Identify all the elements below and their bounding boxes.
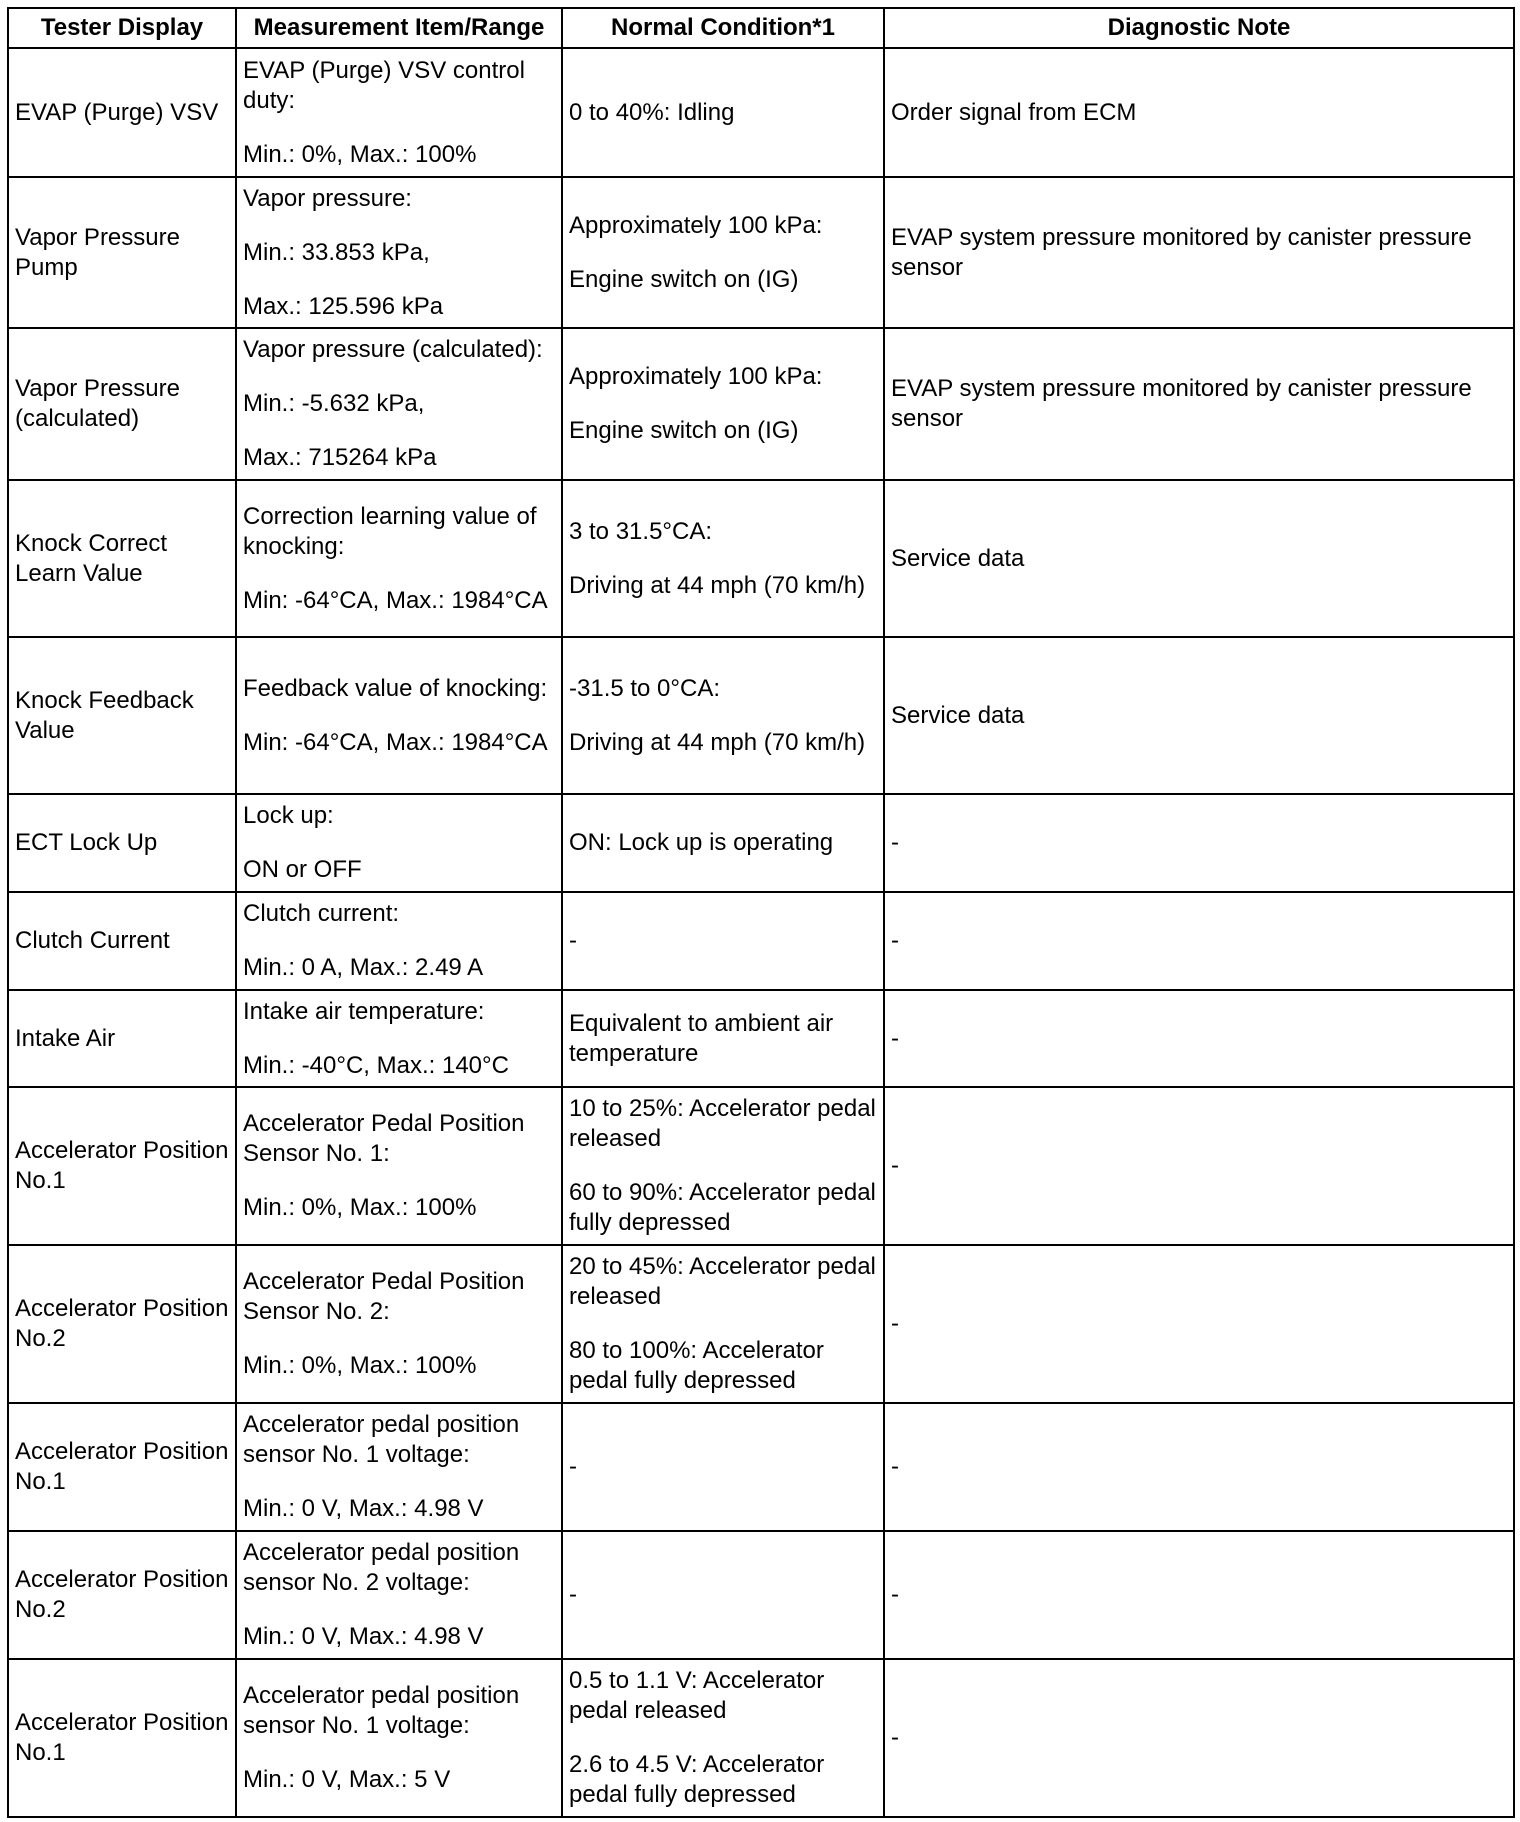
header-measurement: Measurement Item/Range	[236, 8, 562, 48]
measurement-cell: Intake air temperature: Min.: -40°C, Max.: 140°C	[236, 990, 562, 1087]
normal-condition-cell: -	[562, 1531, 884, 1659]
measurement-cell: Correction learning value of knocking: Min: -64°CA, Max.: 1984°CA	[236, 480, 562, 637]
tester-display-cell: Knock Feedback Value	[8, 637, 236, 794]
measurement-cell: EVAP (Purge) VSV control duty: Min.: 0%, Max.: 100%	[236, 48, 562, 177]
table-row	[8, 1087, 1514, 1245]
diagnostic-note-cell: -	[884, 1087, 1514, 1245]
diagnostic-note-cell: -	[884, 990, 1514, 1087]
tester-display-cell: Accelerator Position No.2	[8, 1531, 236, 1659]
measurement-cell: Clutch current: Min.: 0 A, Max.: 2.49 A	[236, 892, 562, 990]
normal-condition-cell: 3 to 31.5°CA: Driving at 44 mph (70 km/h)	[562, 480, 884, 637]
measurement-cell: Accelerator pedal position sensor No. 2 voltage: Min.: 0 V, Max.: 4.98 V	[236, 1531, 562, 1659]
table-row	[8, 1531, 1514, 1659]
tester-display-cell: EVAP (Purge) VSV	[8, 48, 236, 177]
normal-condition-cell: ON: Lock up is operating	[562, 794, 884, 892]
diagnostic-note-cell: -	[884, 1403, 1514, 1531]
header-normal-condition: Normal Condition*1	[562, 8, 884, 48]
diagnostic-note-cell: Service data	[884, 480, 1514, 637]
data-list-table	[7, 7, 1515, 1818]
normal-condition-cell: 0 to 40%: Idling	[562, 48, 884, 177]
table-row	[8, 892, 1514, 990]
measurement-cell: Vapor pressure: Min.: 33.853 kPa, Max.: 125.596 kPa	[236, 177, 562, 328]
tester-display-cell: ECT Lock Up	[8, 794, 236, 892]
normal-condition-cell: Approximately 100 kPa: Engine switch on (IG)	[562, 177, 884, 328]
tester-display-cell: Clutch Current	[8, 892, 236, 990]
tester-display-cell: Accelerator Position No.1	[8, 1087, 236, 1245]
table-row	[8, 328, 1514, 480]
table-row	[8, 1245, 1514, 1403]
normal-condition-cell: -	[562, 1403, 884, 1531]
header-diagnostic-note: Diagnostic Note	[884, 8, 1514, 48]
tester-display-cell: Accelerator Position No.1	[8, 1659, 236, 1817]
diagnostic-note-cell: EVAP system pressure monitored by canister pressure sensor	[884, 177, 1514, 328]
measurement-cell: Accelerator pedal position sensor No. 1 voltage: Min.: 0 V, Max.: 4.98 V	[236, 1403, 562, 1531]
diagnostic-note-cell: -	[884, 892, 1514, 990]
normal-condition-cell: Approximately 100 kPa: Engine switch on (IG)	[562, 328, 884, 480]
tester-display-cell: Vapor Pressure Pump	[8, 177, 236, 328]
diagnostic-note-cell: Order signal from ECM	[884, 48, 1514, 177]
diagnostic-note-cell: -	[884, 1531, 1514, 1659]
normal-condition-cell: 0.5 to 1.1 V: Accelerator pedal released 2.6 to 4.5 V: Accelerator pedal fully depressed	[562, 1659, 884, 1817]
table-row	[8, 48, 1514, 177]
diagnostic-note-cell: -	[884, 1245, 1514, 1403]
normal-condition-cell: -	[562, 892, 884, 990]
normal-condition-cell: -31.5 to 0°CA: Driving at 44 mph (70 km/h)	[562, 637, 884, 794]
table-row	[8, 480, 1514, 637]
table-row	[8, 637, 1514, 794]
table-row	[8, 177, 1514, 328]
header-row	[8, 8, 1514, 48]
tester-display-cell: Accelerator Position No.2	[8, 1245, 236, 1403]
table-row	[8, 1659, 1514, 1817]
diagnostic-note-cell: EVAP system pressure monitored by canister pressure sensor	[884, 328, 1514, 480]
diagnostic-note-cell: -	[884, 794, 1514, 892]
table-body	[8, 48, 1514, 1817]
measurement-cell: Lock up: ON or OFF	[236, 794, 562, 892]
measurement-cell: Accelerator Pedal Position Sensor No. 1: Min.: 0%, Max.: 100%	[236, 1087, 562, 1245]
normal-condition-cell: 10 to 25%: Accelerator pedal released 60 to 90%: Accelerator pedal fully depressed	[562, 1087, 884, 1245]
table-row	[8, 990, 1514, 1087]
measurement-cell: Vapor pressure (calculated): Min.: -5.632 kPa, Max.: 715264 kPa	[236, 328, 562, 480]
diagnostic-note-cell: -	[884, 1659, 1514, 1817]
normal-condition-cell: Equivalent to ambient air temperature	[562, 990, 884, 1087]
tester-display-cell: Accelerator Position No.1	[8, 1403, 236, 1531]
diagnostic-note-cell: Service data	[884, 637, 1514, 794]
header-tester-display: Tester Display	[8, 8, 236, 48]
measurement-cell: Feedback value of knocking: Min: -64°CA, Max.: 1984°CA	[236, 637, 562, 794]
table-row	[8, 1403, 1514, 1531]
tester-display-cell: Knock Correct Learn Value	[8, 480, 236, 637]
measurement-cell: Accelerator pedal position sensor No. 1 voltage: Min.: 0 V, Max.: 5 V	[236, 1659, 562, 1817]
measurement-cell: Accelerator Pedal Position Sensor No. 2: Min.: 0%, Max.: 100%	[236, 1245, 562, 1403]
tester-display-cell: Intake Air	[8, 990, 236, 1087]
normal-condition-cell: 20 to 45%: Accelerator pedal released 80 to 100%: Accelerator pedal fully depressed	[562, 1245, 884, 1403]
tester-display-cell: Vapor Pressure (calculated)	[8, 328, 236, 480]
table-row	[8, 794, 1514, 892]
